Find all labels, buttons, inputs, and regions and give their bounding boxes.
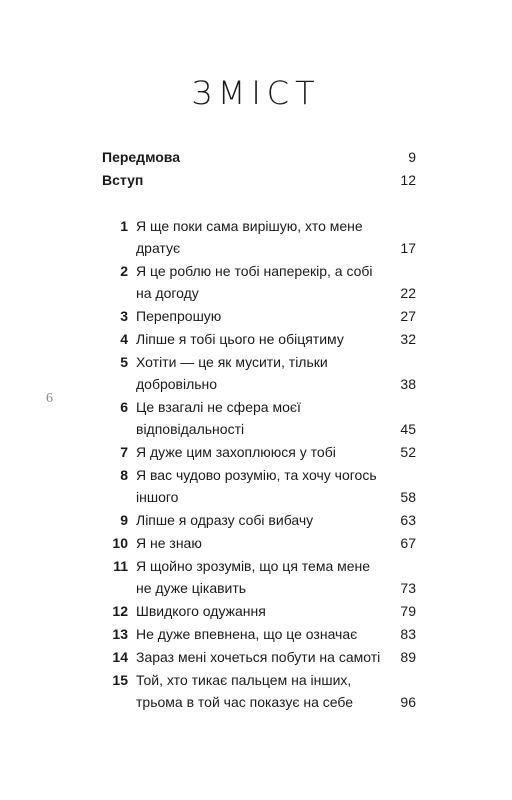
toc-chapter-item bbox=[102, 464, 416, 508]
toc-chapter-title-line: Не дуже впевнена, що це означає bbox=[136, 626, 358, 642]
toc-page-number: 27 bbox=[400, 308, 416, 324]
toc-chapter-item bbox=[102, 396, 416, 440]
toc-chapter-title-line: іншого bbox=[136, 489, 179, 505]
toc-page-number: 63 bbox=[400, 512, 416, 528]
toc-chapter-title bbox=[136, 441, 336, 463]
toc-chapter-number: 1 bbox=[120, 218, 128, 234]
toc-page-number: 22 bbox=[400, 285, 416, 301]
toc-chapter-title bbox=[136, 509, 313, 531]
toc-chapter-title-line: Я ще поки сама вирішую, хто мене bbox=[136, 218, 363, 234]
toc-page-number: 83 bbox=[400, 626, 416, 642]
toc-chapter-title-line: трьома в той час показує на себе bbox=[136, 694, 354, 710]
toc-chapter-title bbox=[136, 396, 301, 440]
toc-page-number: 89 bbox=[400, 649, 416, 665]
toc-chapter-title bbox=[136, 305, 221, 327]
toc-page-number: 96 bbox=[400, 694, 416, 710]
toc-chapter-title-line: відповідальності bbox=[136, 421, 245, 437]
toc-front-item bbox=[102, 146, 416, 168]
toc-front-label: Вступ bbox=[102, 172, 144, 188]
toc-page-number: 9 bbox=[408, 149, 416, 165]
toc-chapter-title bbox=[136, 600, 266, 622]
toc-chapter-number: 13 bbox=[112, 626, 128, 642]
toc-page-number: 32 bbox=[400, 331, 416, 347]
toc-chapter-title bbox=[136, 646, 380, 668]
toc-chapter-number: 7 bbox=[120, 444, 128, 460]
toc-page-number: 12 bbox=[400, 172, 416, 188]
page-title: ЗМІСТ bbox=[191, 74, 321, 112]
toc-chapter-title-line: дратує bbox=[136, 240, 181, 256]
toc-chapter-number: 4 bbox=[120, 331, 128, 347]
toc-chapter-item bbox=[102, 646, 416, 668]
toc-chapter-number: 3 bbox=[120, 308, 128, 324]
toc-page-number: 58 bbox=[400, 489, 416, 505]
toc-chapter-title-line: Той, хто тикає пальцем на інших, bbox=[136, 672, 352, 688]
toc-chapter-number: 2 bbox=[120, 263, 128, 279]
toc-chapter-item bbox=[102, 351, 416, 395]
toc-chapter-title bbox=[136, 464, 377, 508]
toc-chapter-title-line: Я щойно зрозумів, що ця тема мене bbox=[136, 558, 371, 574]
toc-chapter-title bbox=[136, 669, 353, 713]
toc-chapter-number: 15 bbox=[112, 672, 128, 688]
toc-chapter-title-line: Ліпше я одразу собі вибачу bbox=[136, 512, 314, 528]
toc-chapter-title-line: на догоду bbox=[136, 285, 199, 301]
toc-chapter-title-line: не дуже цікавить bbox=[136, 580, 247, 596]
toc-chapter-item bbox=[102, 600, 416, 622]
page-number: 6 bbox=[46, 391, 53, 406]
toc-page-number: 73 bbox=[400, 580, 416, 596]
toc-chapter-item bbox=[102, 555, 416, 599]
toc-chapter-number: 5 bbox=[120, 354, 128, 370]
toc-chapter-item bbox=[102, 669, 416, 713]
toc-chapter-item bbox=[102, 328, 416, 350]
toc-chapter-number: 11 bbox=[113, 558, 128, 574]
toc-chapter-item bbox=[102, 532, 416, 554]
toc-chapter-title-line: Зараз мені хочеться побути на самоті bbox=[136, 649, 381, 665]
toc-chapter-title-line: Я вас чудово розумію, та хочу чогось bbox=[136, 467, 377, 483]
toc-chapter-title bbox=[136, 260, 373, 304]
toc-chapter-title bbox=[136, 328, 344, 350]
toc-chapter-title-line: Перепрошую bbox=[136, 308, 222, 324]
toc-chapter-title-line: Швидкого одужання bbox=[136, 603, 266, 619]
toc-page-number: 67 bbox=[400, 535, 416, 551]
toc-chapter-title-line: Хотіти — це як мусити, тільки bbox=[136, 354, 328, 370]
toc-page-number: 79 bbox=[400, 603, 416, 619]
toc-chapter-title-line: Я не знаю bbox=[136, 535, 202, 551]
toc-chapter-item bbox=[102, 509, 416, 531]
toc-chapter-item bbox=[102, 623, 416, 645]
toc-chapter-item bbox=[102, 441, 416, 463]
toc-chapter-item bbox=[102, 305, 416, 327]
toc-front-item bbox=[102, 169, 416, 191]
toc-page-number: 38 bbox=[400, 376, 416, 392]
toc-chapter-item bbox=[102, 215, 416, 259]
toc-page-number: 17 bbox=[400, 240, 416, 256]
toc-chapter-title bbox=[136, 623, 357, 645]
toc-chapter-title-line: Це взагалі не сфера моєї bbox=[136, 399, 301, 415]
toc-page-number: 52 bbox=[400, 444, 416, 460]
toc-chapter-number: 12 bbox=[112, 603, 128, 619]
toc-chapter-title bbox=[136, 215, 363, 259]
toc-chapter-title bbox=[136, 532, 202, 554]
toc-chapter-title-line: добровільно bbox=[136, 376, 218, 392]
toc-chapter-title-line: Я дуже цим захоплююся у тобі bbox=[136, 444, 336, 460]
toc-front-label: Передмова bbox=[102, 149, 181, 165]
toc-chapter-item bbox=[102, 260, 416, 304]
toc-chapter-number: 6 bbox=[120, 399, 128, 415]
toc-chapter-number: 14 bbox=[112, 649, 128, 665]
toc-chapter-number: 10 bbox=[112, 535, 128, 551]
toc-chapter-number: 8 bbox=[120, 467, 128, 483]
toc-chapter-title bbox=[136, 351, 328, 395]
toc-chapter-title-line: Я це роблю не тобі наперекір, а собі bbox=[136, 263, 373, 279]
toc-chapter-number: 9 bbox=[120, 512, 128, 528]
toc-page-number: 45 bbox=[400, 421, 416, 437]
toc-chapter-title bbox=[136, 555, 370, 599]
toc-chapter-title-line: Ліпше я тобі цього не обіцятиму bbox=[136, 331, 344, 347]
